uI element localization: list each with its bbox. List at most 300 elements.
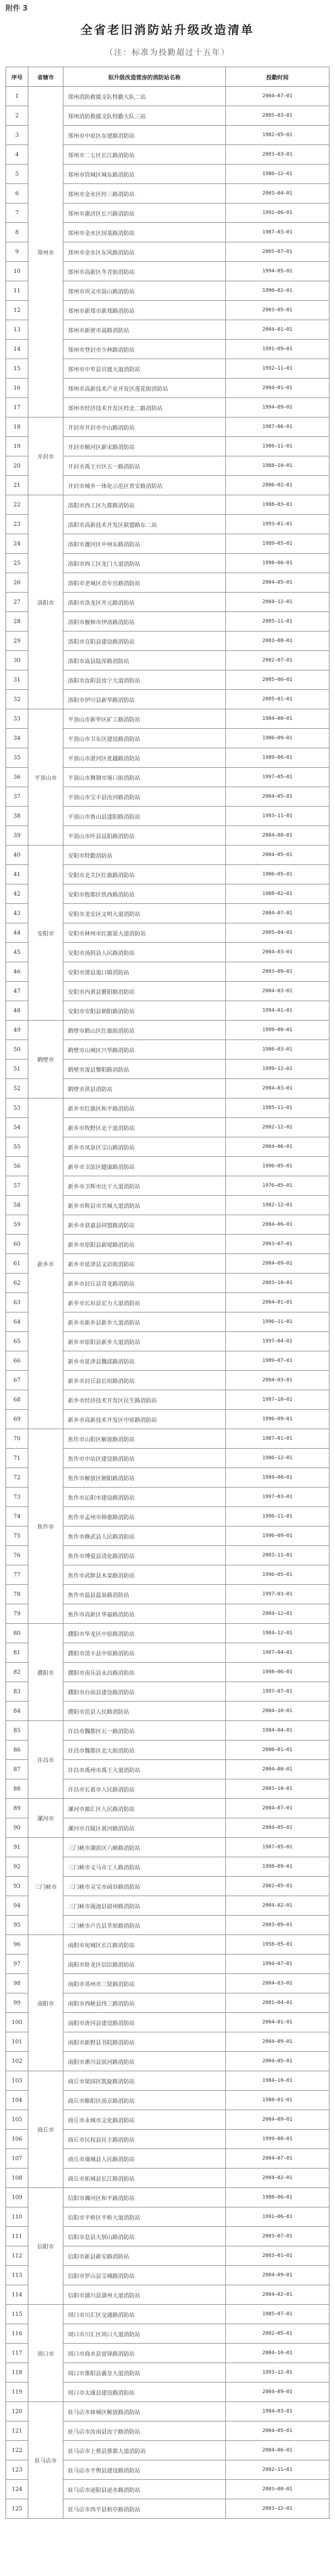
service-date: 1985—07—01 <box>226 2305 329 2324</box>
station-name: 开封市顺河区新宋路消防站 <box>63 437 226 456</box>
station-name: 新乡市经济技术开发区民生路消防站 <box>63 1390 226 1410</box>
row-index: 121 <box>6 2421 28 2441</box>
station-name: 鹤壁市鹤山区红旗街消防站 <box>63 1021 226 1040</box>
service-date: 1998—09—01 <box>226 1857 329 1877</box>
service-date: 2003—08—01 <box>226 631 329 651</box>
row-index: 28 <box>6 612 28 631</box>
service-date: 1982—05—01 <box>226 126 329 145</box>
station-name: 郑州市新郑市新郑路消防站 <box>63 301 226 320</box>
row-index: 92 <box>6 1857 28 1877</box>
station-name: 安阳市汤阴县人民路消防站 <box>63 943 226 962</box>
row-index: 95 <box>6 1916 28 1935</box>
row-index: 39 <box>6 826 28 846</box>
service-date: 1996—11—01 <box>226 1507 329 1526</box>
row-index: 65 <box>6 1332 28 1351</box>
document-subtitle: （注：标准为投勤超过十五年） <box>105 48 230 57</box>
station-name: 安阳市安阳县朝阳路消防站 <box>63 1001 226 1021</box>
station-name: 郑州消防救援支队特勤大队三站 <box>63 106 226 126</box>
table-row <box>6 1799 329 1818</box>
header-service-date: 投勤时间 <box>226 67 329 87</box>
station-name: 焦作市中站区建设路消防站 <box>63 1449 226 1468</box>
row-index: 14 <box>6 340 28 359</box>
row-index: 25 <box>6 554 28 573</box>
station-name: 平顶山市湛河区优越路消防站 <box>63 748 226 768</box>
station-name: 许昌市禹州市禹王大道消防站 <box>63 1760 226 1779</box>
station-name: 新乡市卫辉市比干大道消防站 <box>63 1176 226 1196</box>
table-row <box>6 1935 329 1955</box>
row-index: 123 <box>6 2460 28 2480</box>
station-name: 鹤壁市淇县消防站 <box>63 1079 226 1098</box>
table-row <box>6 846 329 865</box>
station-name: 郑州市惠济区长兴路消防站 <box>63 203 226 223</box>
row-index: 83 <box>6 1682 28 1702</box>
row-index: 36 <box>6 768 28 787</box>
service-date: 1987—06—01 <box>226 417 329 437</box>
service-date: 2004—03—01 <box>226 982 329 1001</box>
service-date: 1984—04—01 <box>226 1721 329 1740</box>
row-index: 118 <box>6 2363 28 2383</box>
table-row <box>6 1429 329 1449</box>
service-date: 1993—11—01 <box>226 807 329 826</box>
station-name: 洛阳市汝阳县汝宁大道消防站 <box>63 670 226 690</box>
station-name: 洛阳市西工区龙门大道消防站 <box>63 554 226 573</box>
row-index: 23 <box>6 515 28 534</box>
station-name: 新乡市封丘县长垣路消防站 <box>63 1371 226 1390</box>
city-cell: 漯河市 <box>28 1799 63 1838</box>
station-name: 南阳市邓州市三贤路消防站 <box>63 1974 226 1993</box>
service-date: 2004—05—01 <box>226 846 329 865</box>
row-index: 1 <box>6 87 28 106</box>
row-index: 81 <box>6 1643 28 1663</box>
table-row <box>6 495 329 515</box>
row-index: 29 <box>6 631 28 651</box>
header-index: 序号 <box>6 67 28 87</box>
row-index: 62 <box>6 1274 28 1293</box>
row-index: 10 <box>6 262 28 281</box>
station-name: 安阳市北关区红旗路消防站 <box>63 865 226 884</box>
station-name: 三门峡市义马市工人路消防站 <box>63 1857 226 1877</box>
service-date: 2004—09—01 <box>226 2383 329 2402</box>
service-date: 1976—05—01 <box>226 1176 329 1196</box>
city-cell: 新乡市 <box>28 1098 63 1429</box>
station-name: 信阳市息县大别山路消防站 <box>63 2227 226 2246</box>
service-date: 2004—01—01 <box>226 1293 329 1312</box>
station-name: 新乡市卫滨区健康路消防站 <box>63 1157 226 1176</box>
row-index: 32 <box>6 690 28 709</box>
row-index: 52 <box>6 1079 28 1098</box>
service-date: 2004—08—01 <box>226 1760 329 1779</box>
row-index: 70 <box>6 1429 28 1449</box>
row-index: 7 <box>6 203 28 223</box>
station-name: 信阳市浉河区和平路消防站 <box>63 2188 226 2207</box>
station-name: 开封市城乡一体化示范区晋安路消防站 <box>63 476 226 495</box>
station-name: 周口市川汇区交通路消防站 <box>63 2305 226 2324</box>
row-index: 109 <box>6 2188 28 2207</box>
table-row <box>6 2188 329 2207</box>
station-name: 濮阳市清丰县中原路消防站 <box>63 1643 226 1663</box>
station-name: 郑州市金水区经三路消防站 <box>63 184 226 203</box>
service-date: 1994—01—01 <box>226 1001 329 1021</box>
row-index: 122 <box>6 2441 28 2460</box>
row-index: 26 <box>6 573 28 593</box>
service-date: 1997—04—01 <box>226 1332 329 1351</box>
row-index: 24 <box>6 534 28 554</box>
service-date: 1986—12—01 <box>226 165 329 184</box>
city-cell: 洛阳市 <box>28 495 63 709</box>
city-cell: 开封市 <box>28 417 63 495</box>
station-name: 郑州市高新技术产业开发区莲花街消防站 <box>63 379 226 398</box>
table-row <box>6 2402 329 2421</box>
row-index: 106 <box>6 2130 28 2149</box>
row-index: 113 <box>6 2266 28 2285</box>
row-index: 54 <box>6 1118 28 1137</box>
station-name: 郑州市中牟县官渡大道消防站 <box>63 359 226 379</box>
service-date: 1989—07—01 <box>226 1351 329 1371</box>
row-index: 45 <box>6 943 28 962</box>
station-name: 商丘市柘城县长江路消防站 <box>63 2169 226 2188</box>
table-body <box>6 87 329 2519</box>
station-name: 周口市商水县雷锋路消防站 <box>63 2344 226 2363</box>
service-date: 1986—05—01 <box>226 865 329 884</box>
row-index: 43 <box>6 904 28 923</box>
service-date: 1991—06—01 <box>226 2207 329 2227</box>
row-index: 51 <box>6 1060 28 1079</box>
row-index: 5 <box>6 165 28 184</box>
station-name: 南阳市淅川县滨河路消防站 <box>63 2052 226 2071</box>
service-date: 2003—01—01 <box>226 2246 329 2266</box>
service-date: 1996—11—01 <box>226 1312 329 1332</box>
row-index: 94 <box>6 1896 28 1916</box>
service-date: 2005—06—01 <box>226 670 329 690</box>
row-index: 21 <box>6 476 28 495</box>
row-index: 42 <box>6 884 28 904</box>
station-name: 周口市川汇区周口大道消防站 <box>63 2324 226 2344</box>
service-date: 1993—01—01 <box>226 515 329 534</box>
service-date: 1994—05—01 <box>226 262 329 281</box>
service-date: 1989—08—01 <box>226 748 329 768</box>
service-date: 1997—05—01 <box>226 768 329 787</box>
station-name: 信阳市潢川县潢州大道消防站 <box>63 2285 226 2305</box>
station-name: 三门峡市卢氏县莘原路消防站 <box>63 1916 226 1935</box>
row-index: 66 <box>6 1351 28 1371</box>
row-index: 111 <box>6 2227 28 2246</box>
row-index: 53 <box>6 1098 28 1118</box>
station-name: 安阳市滑县道口镇消防站 <box>63 962 226 982</box>
table-row <box>6 2071 329 2091</box>
row-index: 17 <box>6 398 28 417</box>
row-index: 112 <box>6 2246 28 2266</box>
service-date: 2004—10—01 <box>226 2344 329 2363</box>
table-row <box>6 2305 329 2324</box>
row-index: 87 <box>6 1760 28 1779</box>
table-row <box>6 1098 329 1118</box>
station-name: 三门峡市湖滨区六峰路消防站 <box>63 1838 226 1857</box>
station-name: 洛阳市老城区青年宫路消防站 <box>63 573 226 593</box>
station-table <box>6 67 329 2519</box>
station-name: 驻马店市泌阳县泌水路消防站 <box>63 2480 226 2499</box>
row-index: 72 <box>6 1468 28 1488</box>
row-index: 61 <box>6 1254 28 1274</box>
service-date: 1997—10—01 <box>226 1390 329 1410</box>
row-index: 119 <box>6 2383 28 2402</box>
service-date: 1997—03—01 <box>226 1488 329 1507</box>
service-date: 2003—04—01 <box>226 184 329 203</box>
station-name: 许昌市魏都区北大街消防站 <box>63 1740 226 1760</box>
service-date: 2002—12—01 <box>226 1118 329 1137</box>
row-index: 76 <box>6 1546 28 1565</box>
row-index: 91 <box>6 1838 28 1857</box>
row-index: 68 <box>6 1390 28 1410</box>
row-index: 114 <box>6 2285 28 2305</box>
row-index: 48 <box>6 1001 28 1021</box>
service-date: 2004—12—01 <box>226 1604 329 1624</box>
station-name: 南阳市西峡县纬三路消防站 <box>63 1993 226 2013</box>
service-date: 1988—06—01 <box>226 2188 329 2207</box>
service-date: 1994—07—01 <box>226 1955 329 1974</box>
city-cell: 平顶山市 <box>28 709 63 846</box>
station-name: 洛阳市洛龙区开元路消防站 <box>63 593 226 612</box>
row-index: 105 <box>6 2110 28 2130</box>
service-date: 2003—08—01 <box>226 2480 329 2499</box>
service-date: 2004—02—01 <box>226 2285 329 2305</box>
station-name: 新乡市原阳县新乡大道消防站 <box>63 1332 226 1351</box>
row-index: 124 <box>6 2480 28 2499</box>
station-name: 新乡市凤泉区宝山路消防站 <box>63 1137 226 1157</box>
row-index: 71 <box>6 1449 28 1468</box>
station-name: 郑州市二七区长江路消防站 <box>63 145 226 165</box>
station-name: 三门峡市渑池县韶州路消防站 <box>63 1896 226 1916</box>
service-date: 2004—05—01 <box>226 573 329 593</box>
station-name: 平顶山市叶县昆阳路消防站 <box>63 826 226 846</box>
service-date: 2002—07—01 <box>226 651 329 670</box>
service-date: 2003—10—01 <box>226 1274 329 1293</box>
station-name: 洛阳市偃师市伊洛路消防站 <box>63 612 226 631</box>
service-date: 1958—05—01 <box>226 1935 329 1955</box>
service-date: 1987—05—01 <box>226 1838 329 1857</box>
service-date: 2004—01—01 <box>226 2013 329 2032</box>
city-cell: 周口市 <box>28 2305 63 2402</box>
service-date: 1996—05—01 <box>226 1565 329 1585</box>
station-name: 焦作市解放区朝阳路消防站 <box>63 1468 226 1488</box>
station-name: 新乡市封丘县青龙路消防站 <box>63 1274 226 1293</box>
row-index: 16 <box>6 379 28 398</box>
station-name: 焦作市山阳区解放路消防站 <box>63 1429 226 1449</box>
row-index: 31 <box>6 670 28 690</box>
service-date: 2004—03—01 <box>226 1974 329 1993</box>
row-index: 85 <box>6 1721 28 1740</box>
service-date: 1988—01—01 <box>226 2091 329 2110</box>
station-name: 新乡市新乡县新乡大道消防站 <box>63 1312 226 1332</box>
service-date: 1987—03—01 <box>226 223 329 242</box>
row-index: 19 <box>6 437 28 456</box>
row-index: 104 <box>6 2091 28 2110</box>
station-name: 郑州市高新区冬青街消防站 <box>63 262 226 281</box>
row-index: 18 <box>6 417 28 437</box>
row-index: 103 <box>6 2071 28 2091</box>
city-cell: 郑州市 <box>28 87 63 417</box>
row-index: 30 <box>6 651 28 670</box>
station-name: 濮阳市华龙区中原路消防站 <box>63 1624 226 1643</box>
service-date: 2003—09—01 <box>226 1916 329 1935</box>
row-index: 78 <box>6 1585 28 1604</box>
service-date: 2005—07—01 <box>226 242 329 262</box>
service-date: 1988—10—01 <box>226 456 329 476</box>
station-name: 周口市淮阳县羲皇大道消防站 <box>63 2363 226 2383</box>
city-cell: 驻马店市 <box>28 2402 63 2519</box>
service-date: 1986—09—01 <box>226 729 329 748</box>
row-index: 6 <box>6 184 28 203</box>
service-date: 2004—12—01 <box>226 593 329 612</box>
service-date: 1984—08—01 <box>226 709 329 729</box>
service-date: 2004—02—01 <box>226 2169 329 2188</box>
row-index: 82 <box>6 1663 28 1682</box>
row-index: 20 <box>6 456 28 476</box>
station-name: 郑州市管城区城东路消防站 <box>63 165 226 184</box>
station-name: 焦作市武陟县木栾路消防站 <box>63 1565 226 1585</box>
station-name: 驻马店市平舆县建设路消防站 <box>63 2460 226 2480</box>
row-index: 101 <box>6 2032 28 2052</box>
station-name: 南阳市唐河县建设路消防站 <box>63 2013 226 2032</box>
header-station-name: 拟升级改造营房的消防站名称 <box>63 67 226 87</box>
station-name: 新乡市辉县市共城大道消防站 <box>63 1196 226 1215</box>
row-index: 64 <box>6 1312 28 1332</box>
city-cell: 商丘市 <box>28 2071 63 2188</box>
service-date: 2004—08—01 <box>226 826 329 846</box>
row-index: 117 <box>6 2344 28 2363</box>
service-date: 1987—04—01 <box>226 1643 329 1663</box>
station-name: 安阳市内黄县繁阳路消防站 <box>63 982 226 1001</box>
row-index: 116 <box>6 2324 28 2344</box>
service-date: 2003—03—01 <box>226 145 329 165</box>
station-name: 南阳市新野县书院路消防站 <box>63 2032 226 2052</box>
service-date: 1984—08—01 <box>226 1468 329 1488</box>
row-index: 96 <box>6 1935 28 1955</box>
row-index: 73 <box>6 1488 28 1507</box>
row-index: 90 <box>6 1818 28 1838</box>
station-name: 商丘市睢阳区南京路消防站 <box>63 2091 226 2110</box>
row-index: 37 <box>6 787 28 807</box>
station-name: 濮阳市台前县建设路消防站 <box>63 1682 226 1702</box>
station-name: 商丘市永城市文化路消防站 <box>63 2110 226 2130</box>
service-date: 2003—09—01 <box>226 962 329 982</box>
station-name: 郑州市金水区东风路消防站 <box>63 242 226 262</box>
service-date: 1984—10—01 <box>226 2071 329 2091</box>
service-date: 1997—03—01 <box>226 1585 329 1604</box>
service-date: 1988—03—01 <box>226 495 329 515</box>
service-date: 1992—11—01 <box>226 359 329 379</box>
station-name: 濮阳市范县人民路消防站 <box>63 1702 226 1721</box>
row-index: 77 <box>6 1565 28 1585</box>
row-index: 60 <box>6 1235 28 1254</box>
table-row <box>6 1624 329 1643</box>
row-index: 89 <box>6 1799 28 1818</box>
service-date: 2004—05—01 <box>226 787 329 807</box>
service-date: 1999—12—01 <box>226 1060 329 1079</box>
row-index: 56 <box>6 1157 28 1176</box>
service-date: 2006—02—01 <box>226 476 329 495</box>
service-date: 1992—06—01 <box>226 203 329 223</box>
service-date: 1996—09—01 <box>226 1526 329 1546</box>
table-header-row <box>6 67 329 87</box>
row-index: 46 <box>6 962 28 982</box>
service-date: 2004—03—01 <box>226 1079 329 1098</box>
station-name: 焦作市博爱县清化路消防站 <box>63 1546 226 1565</box>
service-date: 2004—01—01 <box>226 379 329 398</box>
service-date: 2004—09—01 <box>226 1254 329 1274</box>
service-date: 1996—09—01 <box>226 1410 329 1429</box>
row-index: 44 <box>6 923 28 943</box>
row-index: 79 <box>6 1604 28 1624</box>
station-name: 安阳市龙安区文明大道消防站 <box>63 904 226 923</box>
city-cell: 南阳市 <box>28 1935 63 2071</box>
station-name: 郑州市金水区国基路消防站 <box>63 223 226 242</box>
row-index: 59 <box>6 1215 28 1235</box>
table-row <box>6 709 329 729</box>
service-date: 2002—11—01 <box>226 2460 329 2480</box>
station-name: 洛阳市嵩县陆浑路消防站 <box>63 651 226 670</box>
row-index: 13 <box>6 320 28 340</box>
station-name: 焦作市温县温泉路消防站 <box>63 1585 226 1604</box>
station-name: 郑州市中原区东建路消防站 <box>63 126 226 145</box>
service-date: 1988—02—01 <box>226 884 329 904</box>
station-name: 驻马店市汝南县汝宁路消防站 <box>63 2421 226 2441</box>
row-index: 93 <box>6 1877 28 1896</box>
station-name: 开封市开封市中山路消防站 <box>63 417 226 437</box>
service-date: 2005—04—01 <box>226 923 329 943</box>
station-name: 新乡市延津县文岩街消防站 <box>63 1254 226 1274</box>
row-index: 12 <box>6 301 28 320</box>
row-index: 35 <box>6 748 28 768</box>
station-name: 新乡市长垣县宏力大道消防站 <box>63 1293 226 1312</box>
station-name: 鹤壁市山城区兴华路消防站 <box>63 1040 226 1060</box>
city-cell: 安阳市 <box>28 846 63 1021</box>
station-name: 平顶山市卫东区建设路消防站 <box>63 729 226 748</box>
service-date: 1984—12—01 <box>226 1624 329 1643</box>
row-index: 3 <box>6 126 28 145</box>
station-name: 焦作市高新区华福路消防站 <box>63 1604 226 1624</box>
service-date: 2002—05—01 <box>226 2324 329 2344</box>
row-index: 47 <box>6 982 28 1001</box>
service-date: 2003—12—01 <box>226 2499 329 2519</box>
row-index: 98 <box>6 1974 28 1993</box>
service-date: 1998—06—01 <box>226 554 329 573</box>
attachment-label: 附件 3 <box>6 4 28 13</box>
table-row <box>6 1021 329 1040</box>
station-name: 安阳市特勤消防站 <box>63 846 226 865</box>
service-date: 2003—11—01 <box>226 1546 329 1565</box>
station-name: 南阳市卧龙区信臣路消防站 <box>63 1955 226 1974</box>
station-name: 洛阳市宜阳县建设路消防站 <box>63 631 226 651</box>
station-name: 驻马店市上蔡县蔡都大道消防站 <box>63 2441 226 2460</box>
service-date: 2004—07—01 <box>226 2149 329 2169</box>
service-date: 2001—04—01 <box>226 1993 329 2013</box>
service-date: 2004—07—01 <box>226 904 329 923</box>
row-index: 50 <box>6 1040 28 1060</box>
station-name: 安阳市殷都区铁西路消防站 <box>63 884 226 904</box>
service-date: 1991—09—01 <box>226 340 329 359</box>
row-index: 69 <box>6 1410 28 1429</box>
station-name: 洛阳市瀍河区中州东路消防站 <box>63 534 226 554</box>
service-date: 2004—10—01 <box>226 1702 329 1721</box>
station-name: 三门峡市灵宝市函谷路消防站 <box>63 1877 226 1896</box>
station-name: 驻马店市西平县柏亭路消防站 <box>63 2499 226 2519</box>
service-date: 1987—01—01 <box>226 1429 329 1449</box>
row-index: 102 <box>6 2052 28 2071</box>
service-date: 1986—11—01 <box>226 437 329 456</box>
row-index: 15 <box>6 359 28 379</box>
table-row <box>6 1721 329 1740</box>
station-name: 信阳市新县新安路消防站 <box>63 2246 226 2266</box>
